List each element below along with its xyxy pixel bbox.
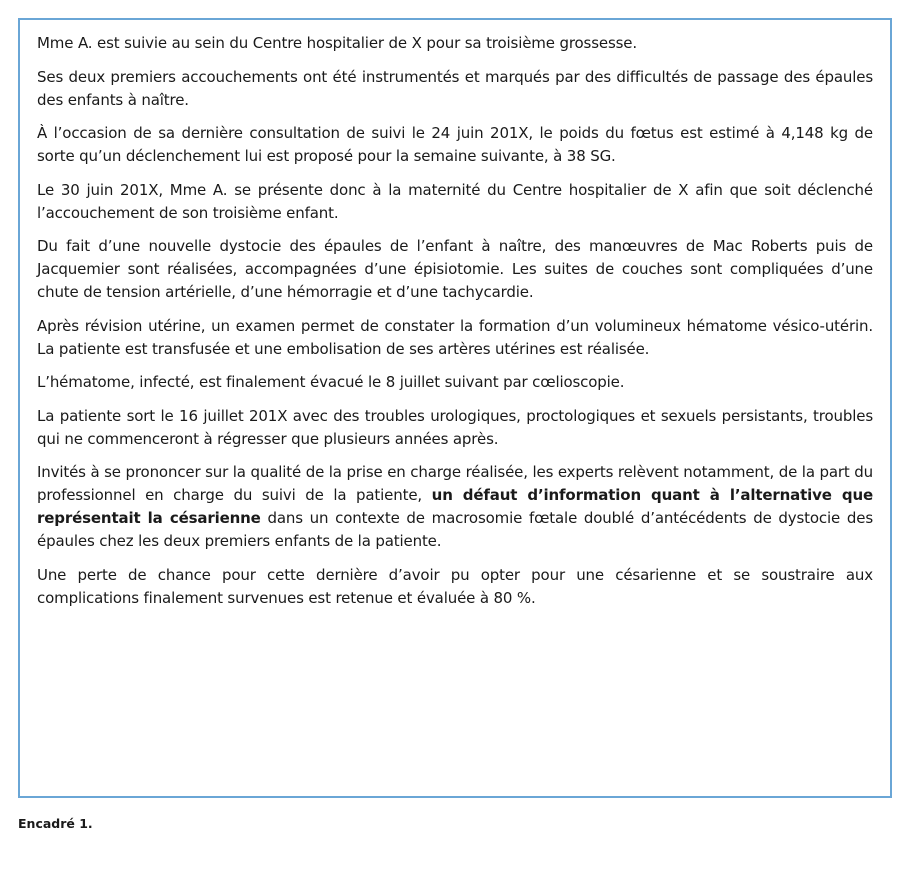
paragraph-conclusion: Une perte de chance pour cette dernière d’avoir pu opter pour une césarienne et se soustraire aux complications finalement survenues est retenue et évaluée à 80 %.	[37, 565, 873, 607]
paragraph-7: L’hématome, infecté, est finalement évacué le 8 juillet suivant par cœlioscopie.	[37, 373, 625, 391]
case-summary-box	[18, 18, 892, 798]
paragraph-experts	[37, 461, 873, 553]
paragraph-2: Ses deux premiers accouchements ont été instrumentés et marqués par des difficultés de passage des épaules des enfants à naître.	[37, 67, 873, 109]
experts-text-after: dans un contexte de macrosomie fœtale doublé d’antécédents de dystocie des épaules chez les deux premiers enfants de la patiente.	[37, 509, 873, 550]
paragraph-1: Mme A. est suivie au sein du Centre hospitalier de X pour sa troisième grossesse.	[37, 34, 637, 52]
paragraph-4: Le 30 juin 201X, Mme A. se présente donc à la maternité du Centre hospitalier de X afin que soit déclenché l’accouchement de son troisième enfant.	[37, 180, 873, 222]
paragraph-5: Du fait d’une nouvelle dystocie des épaules de l’enfant à naître, des manœuvres de Mac Roberts puis de Jacquemier sont réalisées, accompagnées d’une épisiotomie. Les suites de couches sont compliquées d’une chute de tension artérielle, d’une hémorragie et d’une tachycardie.	[37, 237, 873, 301]
box-caption: Encadré 1.	[18, 816, 93, 831]
paragraph-3: À l’occasion de sa dernière consultation de suivi le 24 juin 201X, le poids du fœtus est estimé à 4,148 kg de sorte qu’un déclenchement lui est proposé pour la semaine suivante, à 38 SG.	[37, 124, 873, 165]
experts-text-before: Invités à se prononcer sur la qualité de la prise en charge réalisée, les experts relèvent notamment, de la part du professionnel en charge du suivi de la patiente,	[37, 463, 873, 504]
experts-text-bold: un défaut d’information quant à l’alternative que représentait la césarienne	[37, 486, 874, 527]
paragraph-6: Après révision utérine, un examen permet de constater la formation d’un volumineux hématome vésico-utérin. La patiente est transfusée et une embolisation de ses artères utérines est réalisée.	[37, 316, 873, 358]
paragraph-8: La patiente sort le 16 juillet 201X avec des troubles urologiques, proctologiques et sexuels persistants, troubles qui ne commenceront à régresser que plusieurs années après.	[37, 406, 873, 448]
